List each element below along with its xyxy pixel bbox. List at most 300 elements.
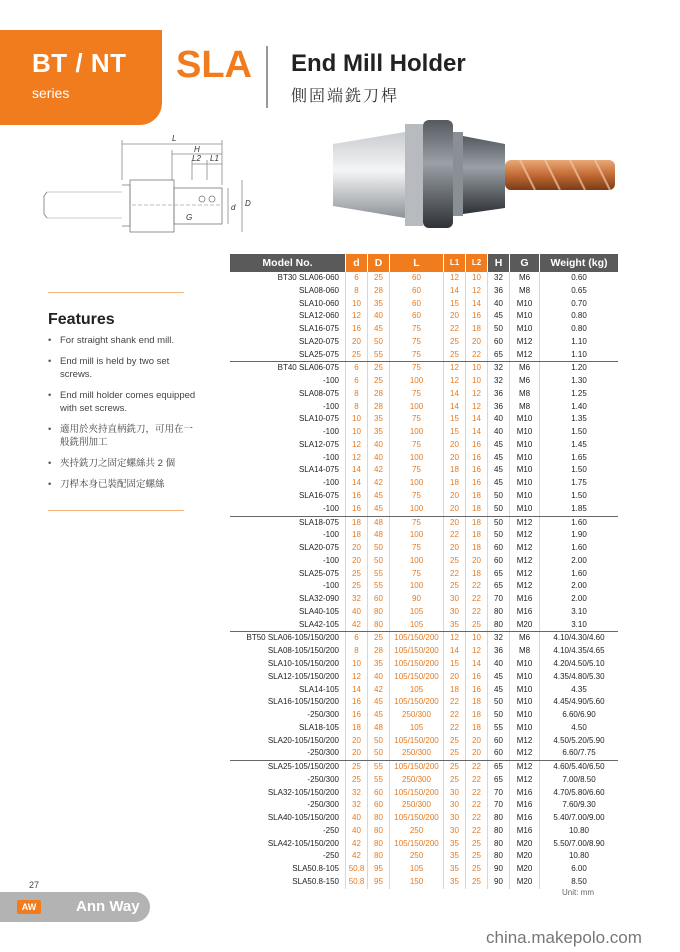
table-row [230, 760, 618, 774]
dim-label-h: H [194, 145, 200, 154]
table-cell: 5.50/7.00/8.90 [553, 838, 605, 848]
table-cell: 4.50/5.20/5.90 [553, 735, 605, 745]
column-header: Weight (kg) [550, 257, 608, 269]
table-cell: 12 [444, 272, 466, 285]
table-cell: 16 [466, 310, 488, 323]
table-cell: 48 [368, 517, 390, 530]
table-cell: 50 [488, 696, 510, 709]
table-cell: 25 [368, 632, 390, 645]
table-cell: 50 [488, 529, 510, 542]
table-cell: 0.80 [571, 324, 587, 334]
table-cell: 25 [444, 349, 466, 362]
table-cell: 75 [390, 542, 444, 555]
table-cell: M6 [510, 362, 540, 375]
table-cell: 105/150/200 [390, 787, 444, 800]
table-cell: 22 [466, 825, 488, 838]
table-cell: M20 [510, 838, 540, 851]
table-cell: M10 [510, 477, 540, 490]
column-header: L [390, 254, 444, 272]
table-cell: 6.00 [571, 864, 587, 874]
table-cell: 65 [488, 349, 510, 362]
table-cell: 1.75 [571, 478, 587, 488]
table-cell: 10.80 [568, 851, 590, 861]
table-cell: 40 [488, 658, 510, 671]
table-cell: 4.35 [571, 684, 587, 694]
table-cell: 75 [390, 349, 444, 362]
table-row [230, 439, 618, 452]
table-cell: 42 [368, 464, 390, 477]
table-cell: 14 [466, 298, 488, 311]
table-cell: M8 [510, 401, 540, 414]
table-cell: 0.70 [571, 298, 587, 308]
table-cell: 35 [368, 298, 390, 311]
dim-label-big-d: D [245, 199, 251, 208]
table-cell: 1.50 [571, 491, 587, 501]
table-cell: BT50 SLA06-105/150/200 [230, 632, 346, 645]
table-row [230, 452, 618, 465]
table-cell: 14 [346, 477, 368, 490]
table-cell: 30 [444, 799, 466, 812]
table-cell: 18 [346, 529, 368, 542]
table-cell: 16 [346, 696, 368, 709]
dim-label-l2: L2 [192, 154, 201, 163]
table-cell: 100 [390, 375, 444, 388]
table-cell: 20 [444, 517, 466, 530]
table-row [230, 863, 618, 876]
table-cell: 16 [466, 684, 488, 697]
table-cell: 42 [346, 850, 368, 863]
table-cell: SLA10-105/150/200 [230, 658, 346, 671]
table-row [230, 529, 618, 542]
table-row [230, 323, 618, 336]
table-cell: 2.00 [571, 555, 587, 565]
table-cell: M10 [510, 464, 540, 477]
spec-table [230, 254, 618, 889]
table-cell: 4.60/5.40/6.50 [553, 762, 605, 772]
table-cell: SLA16-105/150/200 [230, 696, 346, 709]
table-cell: 75 [390, 388, 444, 401]
table-cell: M6 [510, 632, 540, 645]
table-cell: 25 [346, 349, 368, 362]
table-cell: 18 [466, 696, 488, 709]
table-cell: 14 [444, 285, 466, 298]
table-cell: 0.80 [571, 311, 587, 321]
table-cell: -100 [230, 580, 346, 593]
table-cell: 40 [368, 671, 390, 684]
dim-label-l: L [172, 134, 177, 143]
page-title-chinese: 側固端銑刀桿 [291, 88, 400, 105]
table-cell: 36 [488, 645, 510, 658]
table-cell: 20 [444, 503, 466, 516]
table-row [230, 631, 618, 645]
table-cell: 45 [368, 490, 390, 503]
table-row [230, 645, 618, 658]
table-row [230, 490, 618, 503]
table-cell: 105/150/200 [390, 645, 444, 658]
column-header: d [346, 254, 368, 272]
table-cell: 75 [390, 413, 444, 426]
table-cell: 1.50 [571, 465, 587, 475]
table-cell: -250/300 [230, 799, 346, 812]
table-cell: 50 [368, 542, 390, 555]
table-cell: 105/150/200 [390, 658, 444, 671]
table-cell: 20 [444, 490, 466, 503]
table-cell: 25 [466, 876, 488, 889]
table-cell: 12 [444, 632, 466, 645]
table-cell: 7.00/8.50 [562, 774, 596, 784]
table-cell: 25 [346, 568, 368, 581]
table-cell: 80 [368, 825, 390, 838]
table-cell: M16 [510, 812, 540, 825]
table-cell: 45 [488, 464, 510, 477]
table-cell: 25 [346, 774, 368, 787]
table-cell: 18 [466, 722, 488, 735]
table-cell: SLA25-075 [230, 349, 346, 362]
table-cell: SLA20-075 [230, 542, 346, 555]
table-cell: 22 [466, 593, 488, 606]
table-row [230, 799, 618, 812]
table-cell: 30 [444, 787, 466, 800]
table-row [230, 349, 618, 362]
table-cell: 40 [346, 606, 368, 619]
table-cell: SLA10-075 [230, 413, 346, 426]
table-cell: 35 [368, 426, 390, 439]
title-divider [266, 46, 268, 108]
table-row [230, 580, 618, 593]
table-cell: 105 [390, 722, 444, 735]
table-cell: 16 [346, 323, 368, 336]
table-cell: 95 [368, 876, 390, 889]
table-cell: 14 [444, 645, 466, 658]
feature-item: • End mill is held by two set screws. [48, 355, 198, 381]
table-cell: SLA50.8-105 [230, 863, 346, 876]
table-cell: 45 [368, 503, 390, 516]
table-row [230, 555, 618, 568]
table-cell: 75 [390, 464, 444, 477]
table-cell: 32 [346, 787, 368, 800]
table-cell: M6 [510, 375, 540, 388]
table-cell: 25 [444, 774, 466, 787]
table-cell: 105 [390, 863, 444, 876]
table-cell: 105 [390, 606, 444, 619]
company-name: Ann Way [76, 898, 140, 915]
table-cell: 75 [390, 323, 444, 336]
table-cell: -100 [230, 375, 346, 388]
table-cell: SLA25-075 [230, 568, 346, 581]
table-cell: -100 [230, 426, 346, 439]
table-row [230, 503, 618, 516]
table-cell: 22 [466, 349, 488, 362]
product-code: SLA [176, 44, 252, 86]
table-cell: 20 [444, 542, 466, 555]
table-cell: M10 [510, 310, 540, 323]
table-cell: BT40 SLA06-075 [230, 362, 346, 375]
table-cell: 60 [488, 555, 510, 568]
company-logo: AW [17, 900, 41, 914]
table-cell: M12 [510, 774, 540, 787]
table-cell: 90 [488, 863, 510, 876]
table-cell: 55 [368, 774, 390, 787]
table-cell: 25 [444, 735, 466, 748]
table-cell: 16 [466, 439, 488, 452]
table-cell: 14 [466, 658, 488, 671]
table-cell: 1.25 [571, 388, 587, 398]
table-cell: 100 [390, 580, 444, 593]
table-cell: -100 [230, 529, 346, 542]
table-cell: 2.00 [571, 594, 587, 604]
table-cell: 80 [368, 619, 390, 632]
features-list [48, 334, 198, 499]
table-cell: M12 [510, 568, 540, 581]
table-cell: M12 [510, 580, 540, 593]
table-cell: SLA42-105/150/200 [230, 838, 346, 851]
table-row [230, 516, 618, 530]
table-cell: 18 [466, 568, 488, 581]
table-cell: 1.65 [571, 452, 587, 462]
table-row [230, 401, 618, 414]
table-cell: 25 [466, 850, 488, 863]
table-cell: 55 [368, 349, 390, 362]
table-cell: 22 [444, 529, 466, 542]
table-cell: 48 [368, 529, 390, 542]
table-cell: 100 [390, 555, 444, 568]
table-cell: 12 [444, 375, 466, 388]
dim-label-d: d [231, 203, 236, 212]
table-cell: 25 [368, 362, 390, 375]
table-cell: -250 [230, 825, 346, 838]
table-cell: 20 [346, 735, 368, 748]
table-row [230, 838, 618, 851]
column-header: Model No. [230, 254, 346, 272]
table-cell: 1.40 [571, 401, 587, 411]
table-cell: 50 [488, 503, 510, 516]
table-cell: SLA16-075 [230, 490, 346, 503]
table-cell: 105/150/200 [390, 632, 444, 645]
table-cell: 16 [466, 452, 488, 465]
table-cell: 30 [444, 593, 466, 606]
table-cell: 105/150/200 [390, 761, 444, 774]
table-cell: 80 [488, 838, 510, 851]
table-cell: 20 [466, 336, 488, 349]
table-cell: M20 [510, 850, 540, 863]
table-cell: 250/300 [390, 774, 444, 787]
table-cell: SLA40-105 [230, 606, 346, 619]
table-row [230, 684, 618, 697]
table-cell: 100 [390, 529, 444, 542]
table-cell: M16 [510, 787, 540, 800]
table-cell: 45 [488, 310, 510, 323]
page-number: 27 [29, 880, 40, 890]
table-cell: 60 [368, 799, 390, 812]
table-cell: M12 [510, 761, 540, 774]
table-cell: 40 [368, 452, 390, 465]
table-cell: 75 [390, 336, 444, 349]
table-cell: 16 [346, 709, 368, 722]
table-cell: 42 [346, 838, 368, 851]
table-row [230, 464, 618, 477]
table-row [230, 285, 618, 298]
table-cell: BT30 SLA06-060 [230, 272, 346, 285]
table-cell: -100 [230, 401, 346, 414]
table-cell: 22 [444, 323, 466, 336]
table-cell: 60 [488, 542, 510, 555]
table-cell: 12 [466, 401, 488, 414]
table-cell: 50 [488, 323, 510, 336]
table-cell: 0.65 [571, 285, 587, 295]
table-cell: 20 [346, 542, 368, 555]
table-row [230, 747, 618, 760]
table-cell: 12 [466, 645, 488, 658]
table-cell: M10 [510, 503, 540, 516]
table-row [230, 825, 618, 838]
table-cell: SLA12-060 [230, 310, 346, 323]
table-body [230, 272, 618, 889]
table-row [230, 413, 618, 426]
table-cell: 75 [390, 517, 444, 530]
feature-item: • End mill holder comes equipped with set screws. [48, 389, 198, 415]
table-cell: 22 [466, 787, 488, 800]
table-cell: 1.35 [571, 414, 587, 424]
table-cell: 50 [368, 555, 390, 568]
table-cell: 6.60/7.75 [562, 748, 596, 758]
feature-item: • 夾持銑刀之固定螺絲共 2 個 [48, 457, 198, 470]
table-cell: 50.8 [346, 876, 368, 889]
table-cell: 28 [368, 388, 390, 401]
table-cell: 8 [346, 388, 368, 401]
table-cell: 12 [466, 388, 488, 401]
table-cell: 22 [444, 696, 466, 709]
feature-item: • 適用於夾持直柄銑刀，可用在一般銑削加工 [48, 423, 198, 449]
table-cell: 60 [488, 735, 510, 748]
table-cell: 18 [466, 709, 488, 722]
table-cell: 18 [466, 542, 488, 555]
table-cell: M10 [510, 439, 540, 452]
table-row [230, 375, 618, 388]
table-cell: M12 [510, 555, 540, 568]
table-cell: 55 [488, 722, 510, 735]
table-cell: 14 [466, 413, 488, 426]
table-row [230, 774, 618, 787]
table-cell: 80 [368, 812, 390, 825]
table-row [230, 336, 618, 349]
table-cell: 12 [346, 310, 368, 323]
table-cell: 20 [444, 310, 466, 323]
column-header: G [510, 254, 540, 272]
table-cell: 8 [346, 285, 368, 298]
table-cell: M16 [510, 799, 540, 812]
column-header: D [368, 254, 390, 272]
table-cell: 80 [488, 812, 510, 825]
table-cell: 4.35/4.80/5.30 [553, 671, 605, 681]
table-cell: SLA12-105/150/200 [230, 671, 346, 684]
table-cell: 20 [346, 747, 368, 760]
table-cell: 1.60 [571, 517, 587, 527]
page-title: End Mill Holder [291, 50, 466, 77]
table-cell: M8 [510, 645, 540, 658]
table-cell: M10 [510, 696, 540, 709]
table-cell: 16 [346, 490, 368, 503]
table-cell: 25 [444, 336, 466, 349]
table-cell: M12 [510, 735, 540, 748]
table-cell: 50 [488, 490, 510, 503]
table-cell: 14 [346, 464, 368, 477]
table-cell: 20 [466, 747, 488, 760]
table-row [230, 850, 618, 863]
table-cell: 3.10 [571, 619, 587, 629]
table-cell: 4.20/4.50/5.10 [553, 658, 605, 668]
table-cell: 25 [346, 580, 368, 593]
table-row [230, 593, 618, 606]
table-cell: 60 [368, 787, 390, 800]
table-cell: 36 [488, 285, 510, 298]
table-cell: 40 [346, 825, 368, 838]
table-cell: 20 [466, 735, 488, 748]
table-cell: 80 [488, 606, 510, 619]
table-cell: M20 [510, 619, 540, 632]
table-cell: 50.8 [346, 863, 368, 876]
table-cell: 22 [466, 774, 488, 787]
table-cell: 25 [368, 375, 390, 388]
table-cell: 20 [444, 671, 466, 684]
table-cell: 32 [346, 593, 368, 606]
table-cell: 80 [368, 850, 390, 863]
table-cell: 8.50 [571, 876, 587, 886]
table-cell: 22 [466, 606, 488, 619]
table-cell: 18 [346, 722, 368, 735]
table-cell: M12 [510, 517, 540, 530]
table-cell: 20 [346, 555, 368, 568]
table-header [230, 254, 618, 272]
table-cell: M10 [510, 452, 540, 465]
table-cell: 15 [444, 413, 466, 426]
table-cell: 8 [346, 401, 368, 414]
table-cell: 55 [368, 761, 390, 774]
table-cell: M10 [510, 722, 540, 735]
table-cell: M10 [510, 709, 540, 722]
table-cell: 65 [488, 774, 510, 787]
table-cell: 10 [346, 298, 368, 311]
table-cell: 14 [444, 388, 466, 401]
table-cell: 25 [444, 580, 466, 593]
table-cell: 80 [488, 619, 510, 632]
table-cell: M20 [510, 863, 540, 876]
table-cell: 16 [466, 477, 488, 490]
table-cell: 250 [390, 850, 444, 863]
table-cell: 60 [488, 336, 510, 349]
table-cell: 1.10 [571, 336, 587, 346]
table-cell: SLA40-105/150/200 [230, 812, 346, 825]
table-cell: 35 [368, 658, 390, 671]
table-cell: 1.20 [571, 363, 587, 373]
table-cell: SLA14-105 [230, 684, 346, 697]
table-cell: 45 [368, 709, 390, 722]
table-cell: 18 [444, 477, 466, 490]
table-cell: 32 [488, 362, 510, 375]
table-cell: 16 [346, 503, 368, 516]
table-row [230, 812, 618, 825]
table-cell: 30 [444, 825, 466, 838]
table-cell: 14 [346, 684, 368, 697]
table-cell: 10 [466, 632, 488, 645]
table-cell: 80 [368, 838, 390, 851]
table-cell: 42 [368, 477, 390, 490]
table-cell: 14 [466, 426, 488, 439]
table-cell: 35 [444, 876, 466, 889]
table-row [230, 735, 618, 748]
table-cell: 18 [346, 517, 368, 530]
table-cell: M10 [510, 490, 540, 503]
table-row [230, 671, 618, 684]
